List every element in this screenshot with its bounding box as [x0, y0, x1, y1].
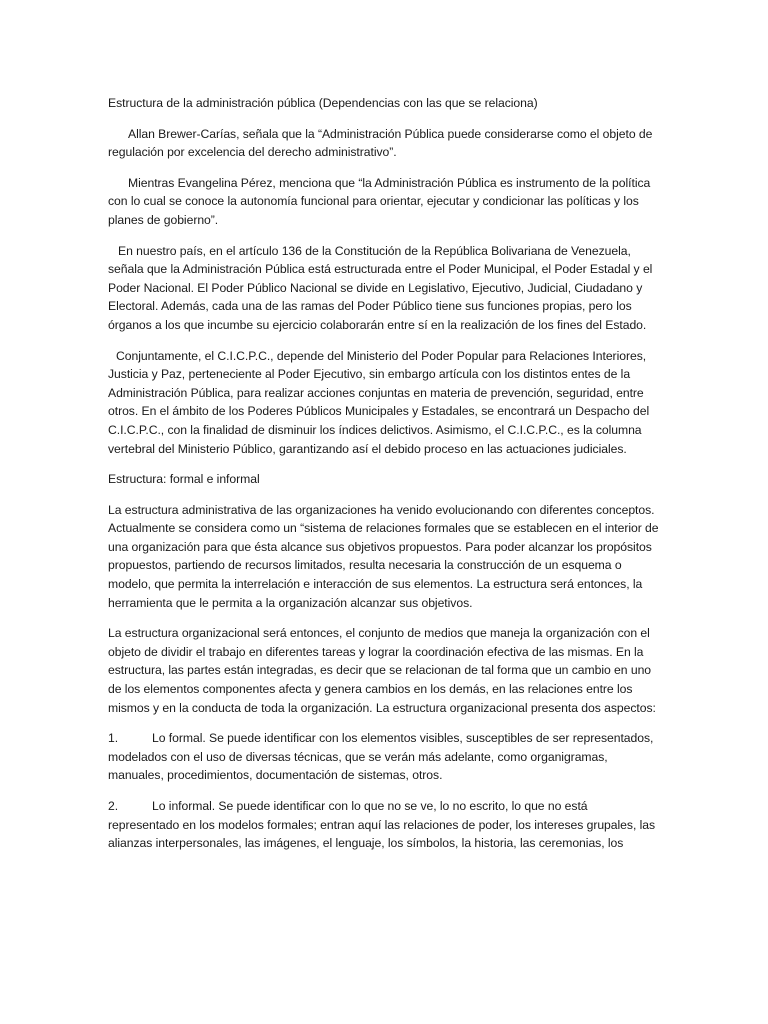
list-item-formal	[108, 729, 660, 785]
list-item-text: Lo informal. Se puede identificar con lo que no se ve, lo no escrito, lo que no está representado en los modelos formales; entran aquí las relaciones de poder, los intereses grupales, las alianzas interpersonales, las imágenes, el lenguaje, los símbolos, la historia, las ceremonias, los	[108, 799, 656, 851]
paragraph-estructura-organizacional: La estructura organizacional será entonces, el conjunto de medios que maneja la organización con el objeto de dividir el trabajo en diferentes tareas y lograr la coordinación efectiva de las mismas. En la estructura, las partes están integradas, es decir que se relacionan de tal forma que un cambio en uno de los elementos componentes afecta y genera cambios en los demás, en las relaciones entre los mismos y en la conducta de toda la organización. La estructura organizacional presenta dos aspectos:	[108, 626, 656, 715]
section-heading-estructura: Estructura: formal e informal	[108, 472, 260, 487]
paragraph-cicpc: Conjuntamente, el C.I.C.P.C., depende del Ministerio del Poder Popular para Relaciones Interiores, Justicia y Paz, perteneciente al Poder Ejecutivo, sin embargo artícula con los distintos entes de la Administración Pública, para realizar acciones conjuntas en materia de prevención, seguridad, entre otros. En el ámbito de los Poderes Públicos Municipales y Estadales, se encontrará un Despacho del C.I.C.P.C., con la finalidad de disminuir los índices delictivos. Asimismo, el C.I.C.P.C., es la columna vertebral del Ministerio Público, garantizando así el debido proceso en las actuaciones judiciales.	[108, 348, 650, 456]
paragraph-articulo-136: En nuestro país, en el artículo 136 de la Constitución de la República Bolivariana de Venezuela, señala que la Administración Pública está estructurada entre el Poder Municipal, el Poder Estadal y el Poder Nacional. El Poder Público Nacional se divide en Legislativo, Ejecutivo, Judicial, Ciudadano y Electoral. Además, cada una de las ramas del Poder Público tiene sus funciones propias, pero los órganos a los que incumbe su ejercicio colaborarán entre sí en la realización de los fines del Estado.	[108, 243, 653, 332]
list-item-text: Lo formal. Se puede identificar con los elementos visibles, susceptibles de ser representados, modelados con el uso de diversas técnicas, que se verán más adelante, como organigramas, manuales, procedimientos, documentación de sistemas, otros.	[108, 731, 654, 783]
list-item-informal	[108, 797, 660, 853]
list-item-number: 2.	[108, 799, 119, 813]
paragraph-estructura-administrativa: La estructura administrativa de las organizaciones ha venido evolucionando con diferentes conceptos. Actualmente se considera como un “sistema de relaciones formales que se establecen en el interior de una organización para que ésta alcance sus objetivos propuestos. Para poder alcanzar los propósitos propuestos, partiendo de recursos limitados, resulta necesaria la construcción de un esquema o modelo, que permita la interrelación e interacción de sus elementos. La estructura será entonces, la herramienta que le permita a la organización alcanzar sus objetivos.	[108, 502, 659, 610]
section-heading-administracion: Estructura de la administración pública (Dependencias con las que se relaciona)	[108, 96, 538, 110]
paragraph-brewer-carias: Allan Brewer-Carías, señala que la “Administración Pública puede considerarse como el objeto de regulación por excelencia del derecho administrativo”.	[108, 126, 653, 160]
paragraph-evangelina-perez: Mientras Evangelina Pérez, menciona que “la Administración Pública es instrumento de la política con lo cual se conoce la autonomía funcional para orientar, ejecutar y condicionar las políticas y los planes de gobierno”.	[108, 175, 651, 227]
list-item-number: 1.	[108, 731, 119, 746]
